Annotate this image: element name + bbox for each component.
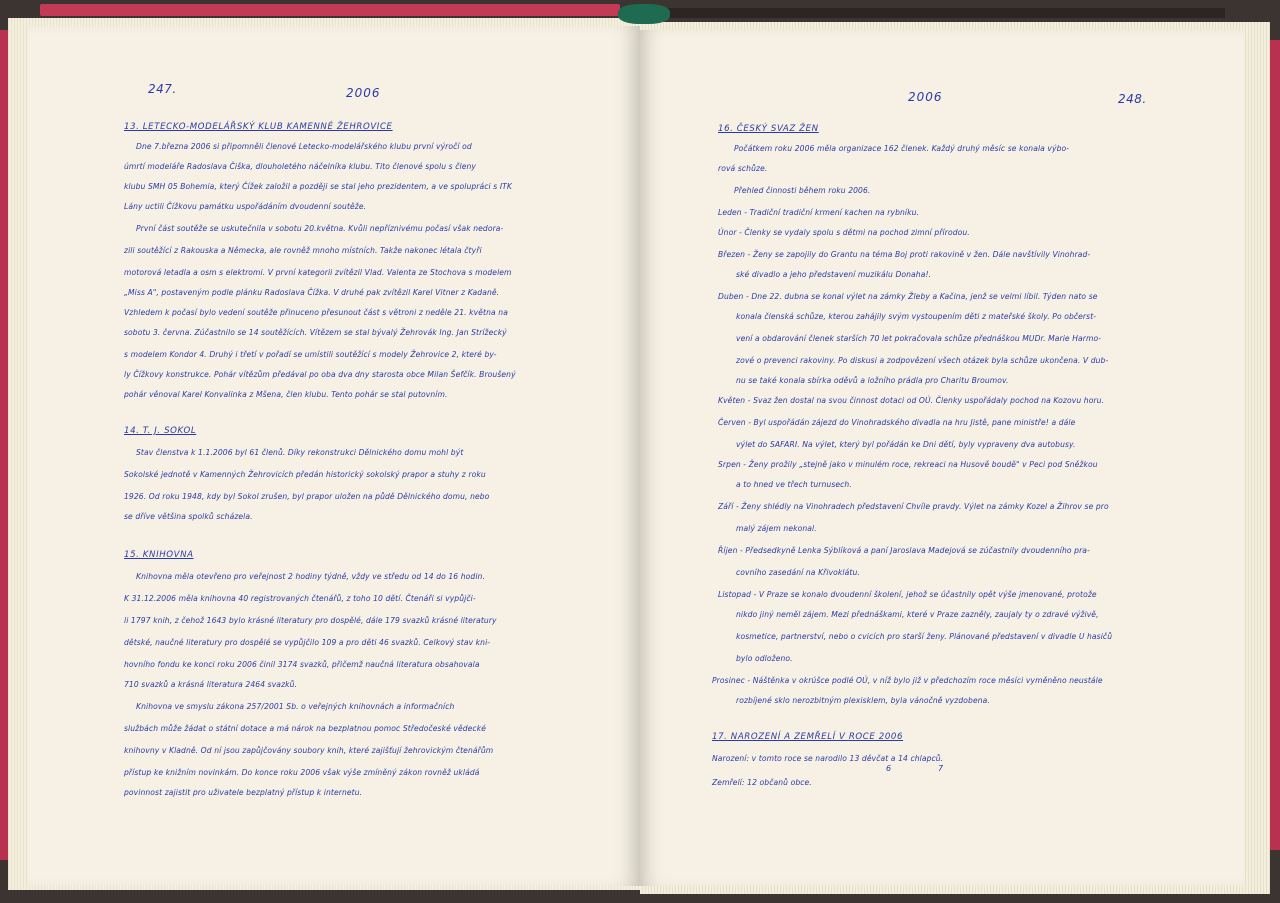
text-line: zové o prevenci rakoviny. Po diskusi a zodpovězení všech otázek byla schůze ukončena. V dub- <box>736 356 1109 365</box>
cover-edge-right <box>1270 40 1280 850</box>
text-line: Srpen - Ženy prožily „stejně jako v minulém roce, rekreaci na Husově boudě" v Peci pod Sněžkou <box>718 460 1098 469</box>
text-line: covního zasedání na Křivoklátu. <box>736 568 860 577</box>
text-line: Říjen - Předsedkyně Lenka Sýblíková a paní Jaroslava Madejová se zúčastnily dvoudenního pra- <box>718 546 1090 555</box>
text-line: Stav členstva k 1.1.2006 byl 61 členů. Díky rekonstrukci Dělnického domu mohl být <box>136 448 464 457</box>
section-heading: 13. LETECKO-MODELÁŘSKÝ KLUB KAMENNÉ ŽEHROVICE <box>124 122 393 132</box>
text-line: První část soutěže se uskutečnila v sobotu 20.května. Kvůli nepříznivému počasí však nedora- <box>136 224 504 233</box>
text-line: Dne 7.března 2006 si připomněli členové Letecko-modelářského klubu první výročí od <box>136 142 472 151</box>
text-line: úmrtí modeláře Radoslava Čiška, dlouholetého náčelníka klubu. Tito členové spolu s členy <box>124 162 476 171</box>
text-line: hovního fondu ke konci roku 2006 činil 3174 svazků, přičemž naučná literatura obsahovala <box>124 660 480 669</box>
correction-digit: 6 <box>886 764 892 773</box>
text-line: Březen - Ženy se zapojily do Grantu na téma Boj proti rakovině v žen. Dále navštívily Vinohrad- <box>718 250 1091 259</box>
text-line: dětské, naučné literatury pro dospělé se vypůjčilo 109 a pro děti 46 svazků. Celkový stav kni- <box>124 638 491 647</box>
bookmark-ribbon <box>618 4 670 24</box>
text-line: přístup ke knižním novinkám. Do konce roku 2006 však výše zmíněný zákon rovněž ukládá <box>124 768 480 777</box>
text-line: 710 svazků a krásná literatura 2464 svazků. <box>124 680 298 689</box>
right-page <box>640 30 1244 886</box>
text-line: Lány uctili Čížkovu památku uspořádáním dvoudenní soutěže. <box>124 202 367 211</box>
text-line: rozbíjené sklo nerozbitným plexisklem, byla vánočně vyzdobena. <box>736 696 990 705</box>
text-line: klubu SMH 05 Bohemia, který Čížek založil a později se stal jeho prezidentem, a ve spolupráci s ITK <box>124 182 512 191</box>
text-line: Leden - Tradiční tradiční krmení kachen na rybníku. <box>718 208 920 217</box>
page-number: 248. <box>1118 92 1147 106</box>
text-line: ské divadlo a jeho představení muzikálu Donaha!. <box>736 270 932 279</box>
text-line: motorová letadla a osm s elektromi. V první kategorii zvítězil Vlad. Valenta ze Stochova s modelem <box>124 268 512 277</box>
text-line: Září - Ženy shlédly na Vinohradech představení Chvíle pravdy. Výlet na zámky Kozel a Žihrov se pro <box>718 502 1109 511</box>
text-line: Prosinec - Náštěnka v okrúšce podlé OÚ, v níž bylo již v předchozím roce měsíci vyměněno neustále <box>712 676 1103 685</box>
text-line: li 1797 knih, z čehož 1643 bylo krásné literatury pro dospělé, dále 179 svazků krásné literatury <box>124 616 497 625</box>
text-line: Narození: v tomto roce se narodilo 13 děvčat a 14 chlapců. <box>712 754 944 763</box>
page-year: 2006 <box>908 90 943 104</box>
section-heading: 14. T. J. SOKOL <box>124 426 197 436</box>
text-line: Červen - Byl uspořádán zájezd do Vinohradského divadla na hru Jistě, pane ministře! a dále <box>718 418 1076 427</box>
section-heading: 16. ČESKÝ SVAZ ŽEN <box>718 124 819 134</box>
left-page <box>28 26 640 886</box>
text-line: Počátkem roku 2006 měla organizace 162 členek. Každý druhý měsíc se konala výbo- <box>734 144 1070 153</box>
text-line: výlet do SAFARI. Na výlet, který byl pořádán ke Dni dětí, byly vypraveny dva autobusy. <box>736 440 1076 449</box>
text-line: Knihovna měla otevřeno pro veřejnost 2 hodiny týdně, vždy ve středu od 14 do 16 hodin. <box>136 572 485 581</box>
correction-digit: 7 <box>938 764 944 773</box>
text-line: knihovny v Kladně. Od ní jsou zapůjčovány soubory knih, které zajišťují žehrovickým čtenářům <box>124 746 494 755</box>
section-heading: 15. KNIHOVNA <box>124 550 194 560</box>
text-line: rová schůze. <box>718 164 768 173</box>
text-line: pohár věnoval Karel Konvalinka z Mšena, člen klubu. Tento pohár se stal putovním. <box>124 390 448 399</box>
text-line: Listopad - V Praze se konalo dvoudenní školení, jehož se účastnily opět výše jmenované, protože <box>718 590 1097 599</box>
page-number: 247. <box>148 82 177 96</box>
page-year: 2006 <box>346 86 381 100</box>
text-line: Přehled činnosti během roku 2006. <box>734 186 871 195</box>
text-line: nu se také konala sbírka oděvů a ložního prádla pro Charitu Broumov. <box>736 376 1009 385</box>
text-line: konala členská schůze, kterou zahájily svým vystoupením děti z mateřské školy. Po občerst- <box>736 312 1097 321</box>
text-line: Sokolské jednotě v Kamenných Žehrovicích předán historický sokolský prapor a stuhy z roku <box>124 470 486 479</box>
text-line: Zemřelí: 12 občanů obce. <box>712 778 812 787</box>
text-line: malý zájem nekonal. <box>736 524 817 533</box>
text-line: K 31.12.2006 měla knihovna 40 registrovaných čtenářů, z toho 10 dětí. Čtenáři si vypůjči- <box>124 594 476 603</box>
text-line: službách může žádat o státní dotace a má nárok na bezplatnou pomoc Středočeské vědecké <box>124 724 486 733</box>
cover-top-band <box>40 4 620 16</box>
text-line: Knihovna ve smyslu zákona 257/2001 Sb. o veřejných knihovnách a informačních <box>136 702 455 711</box>
text-line: se dříve většina spolků scházela. <box>124 512 253 521</box>
text-line: kosmetice, partnerství, nebo o cvicích pro starší ženy. Plánované představení v divadle U hasičů <box>736 632 1113 641</box>
text-line: nikdo jiný neměl zájem. Mezi přednáškami, které v Praze zazněly, zaujaly ty o zdravé výživě, <box>736 610 1099 619</box>
text-line: 1926. Od roku 1948, kdy byl Sokol zrušen, byl prapor uložen na půdě Dělnického domu, nebo <box>124 492 490 501</box>
section-heading: 17. NAROZENÍ A ZEMŘELÍ V ROCE 2006 <box>712 732 904 742</box>
text-line: sobotu 3. června. Zúčastnilo se 14 soutěžících. Vítězem se stal bývalý Žehrovák Ing. Jan Strížecký <box>124 328 507 337</box>
text-line: Únor - Členky se vydaly spolu s dětmi na pochod zimní přírodou. <box>718 228 970 237</box>
text-line: Duben - Dne 22. dubna se konal výlet na zámky Žleby a Kačina, jenž se velmi líbil. Týden nato se <box>718 292 1098 301</box>
text-line: bylo odloženo. <box>736 654 793 663</box>
text-line: vení a obdarování členek starších 70 let pokračovala schůze přednáškou MUDr. Marie Harmo- <box>736 334 1102 343</box>
cover-top-band-right <box>665 8 1225 18</box>
text-line: Květen - Svaz žen dostal na svou činnost dotaci od OÚ. Členky uspořádaly pochod na Kozovu horu. <box>718 396 1105 405</box>
text-line: „Miss A", postaveným podle plánku Radoslava Čížka. V druhé pak zvítězil Karel Vitner z Kadaně. <box>124 288 500 297</box>
text-line: ly Čížkovy konstrukce. Pohár vítězům předával po oba dva dny starosta obce Milan Šefčík. Broušený <box>124 370 516 379</box>
text-line: Vzhledem k počasí bylo vedení soutěže přinuceno přesunout část s větroni z neděle 21. května na <box>124 308 508 317</box>
text-line: s modelem Kondor 4. Druhý i třetí v pořadí se umístili soutěžící s modely Žehrovice 2, které by- <box>124 350 497 359</box>
text-line: a to hned ve třech turnusech. <box>736 480 852 489</box>
text-line: povinnost zajistit pro uživatele bezplatný přístup k internetu. <box>124 788 363 797</box>
text-line: zili soutěžící z Rakouska a Německa, ale rovněž mnoho místních. Takže nakonec létala čtyři <box>124 246 482 255</box>
